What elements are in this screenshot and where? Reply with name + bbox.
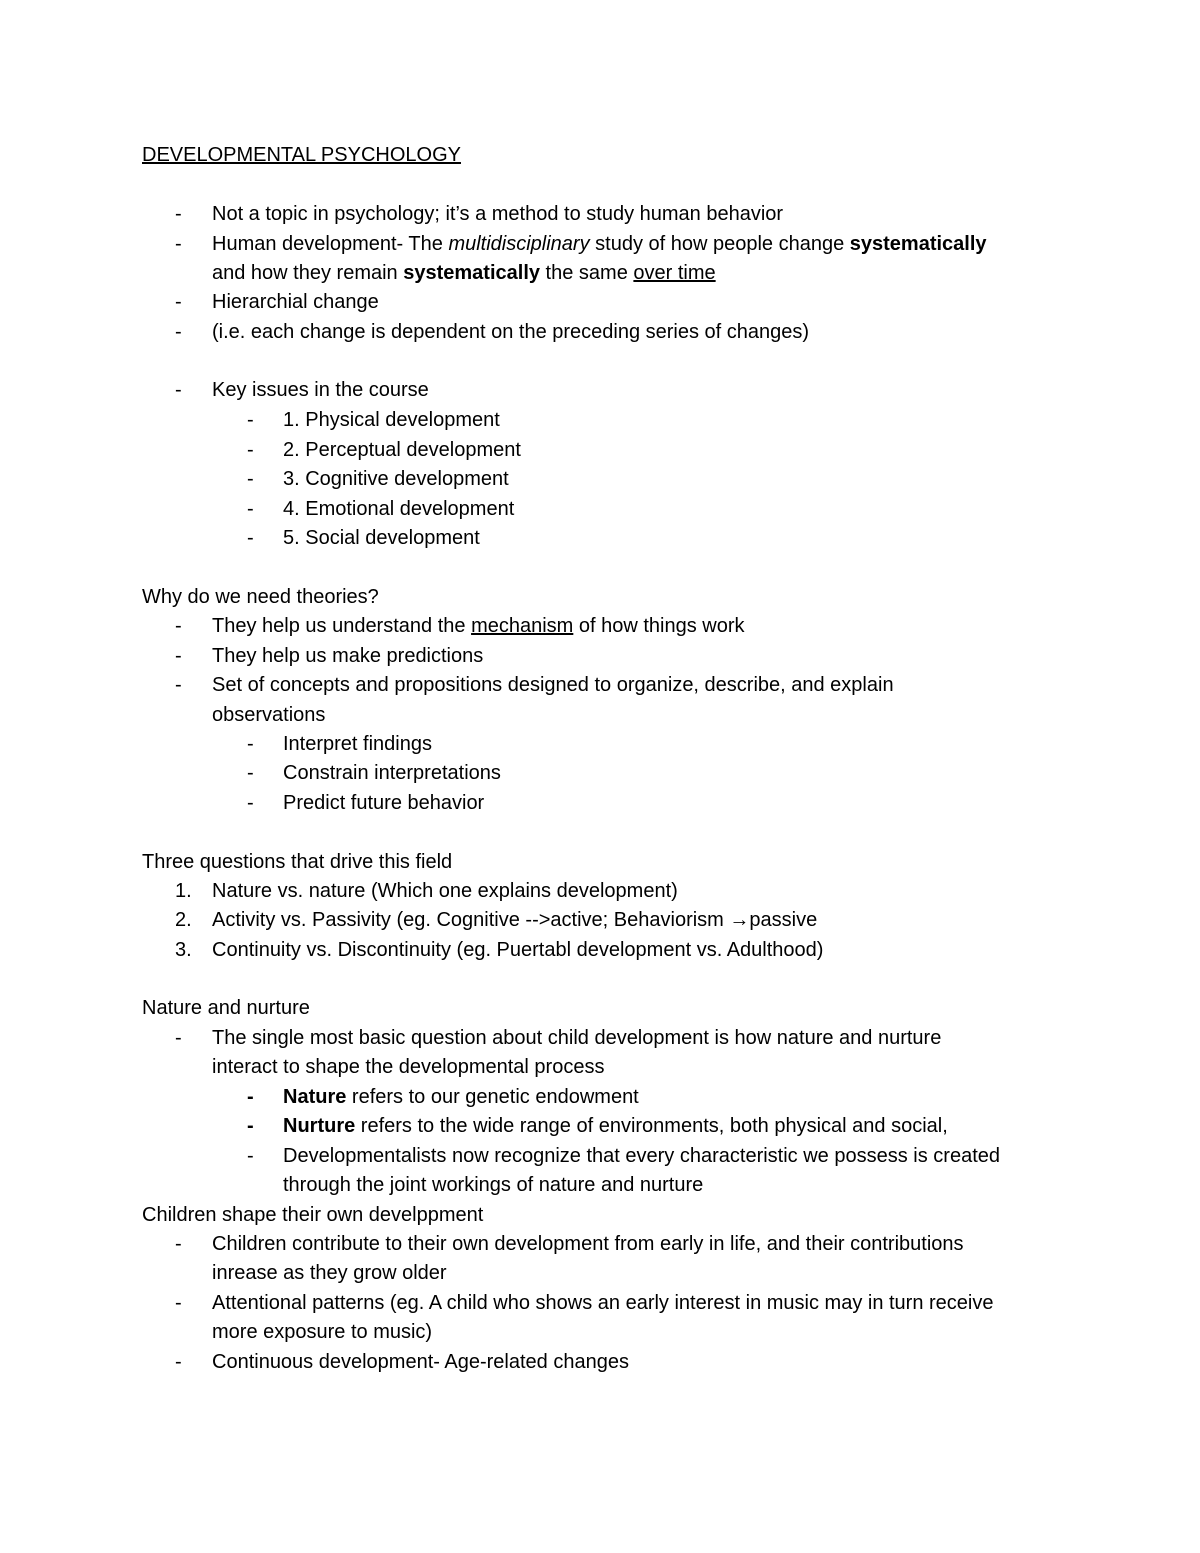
bullet-dash: - xyxy=(175,291,182,313)
sub-bullet-dash: - xyxy=(247,1115,254,1137)
sub-bullet-dash: - xyxy=(247,733,254,755)
children-bullet-3: Continuous development- Age-related changes xyxy=(212,1351,629,1373)
bullet-dash: - xyxy=(175,379,182,401)
list-number: 2. xyxy=(175,909,192,931)
bullet-dash: - xyxy=(175,674,182,696)
nature-nurture-bullet-1-continued: interact to shape the developmental process xyxy=(212,1056,605,1078)
nurture-definition: Nurture refers to the wide range of environments, both physical and social, xyxy=(283,1115,948,1137)
theories-bullet-2: They help us make predictions xyxy=(212,645,484,667)
key-issue-item: 3. Cognitive development xyxy=(283,468,509,490)
theories-sub-item: Constrain interpretations xyxy=(283,762,501,784)
key-issue-item: 2. Perceptual development xyxy=(283,439,521,461)
intro-bullet-2-continued: and how they remain systematically the same over time xyxy=(212,262,716,284)
sub-bullet-dash: - xyxy=(247,468,254,490)
developmentalists-item-continued: through the joint workings of nature and nurture xyxy=(283,1174,704,1196)
section-heading-questions: Three questions that drive this field xyxy=(142,851,453,873)
key-issue-item: 1. Physical development xyxy=(283,409,500,431)
sub-bullet-dash: - xyxy=(247,527,254,549)
sub-bullet-dash: - xyxy=(247,439,254,461)
list-number: 1. xyxy=(175,880,192,902)
bullet-dash: - xyxy=(175,1292,182,1314)
question-item: Activity vs. Passivity (eg. Cognitive -->active; Behaviorism →passive xyxy=(212,909,818,931)
bullet-dash: - xyxy=(175,1233,182,1255)
intro-bullet-4: (i.e. each change is dependent on the preceding series of changes) xyxy=(212,321,810,343)
section-heading-theories: Why do we need theories? xyxy=(142,586,379,608)
children-bullet-1-continued: inrease as they grow older xyxy=(212,1262,447,1284)
theories-bullet-1: They help us understand the mechanism of how things work xyxy=(212,615,745,637)
developmentalists-item: Developmentalists now recognize that every characteristic we possess is created xyxy=(283,1145,1000,1167)
theories-bullet-3: Set of concepts and propositions designed to organize, describe, and explain xyxy=(212,674,894,696)
bullet-dash: - xyxy=(175,615,182,637)
intro-bullet-1: Not a topic in psychology; it’s a method to study human behavior xyxy=(212,203,784,225)
question-item: Nature vs. nature (Which one explains development) xyxy=(212,880,678,902)
question-item: Continuity vs. Discontinuity (eg. Puertabl development vs. Adulthood) xyxy=(212,939,824,961)
nature-definition: Nature refers to our genetic endowment xyxy=(283,1086,639,1108)
key-issues-label: Key issues in the course xyxy=(212,379,429,401)
bullet-dash: - xyxy=(175,1351,182,1373)
bullet-dash: - xyxy=(175,321,182,343)
nature-nurture-bullet-1: The single most basic question about child development is how nature and nurture xyxy=(212,1027,942,1049)
sub-bullet-dash: - xyxy=(247,792,254,814)
sub-bullet-dash: - xyxy=(247,1086,254,1108)
bullet-dash: - xyxy=(175,645,182,667)
page-title: DEVELOPMENTAL PSYCHOLOGY xyxy=(142,144,461,166)
sub-bullet-dash: - xyxy=(247,409,254,431)
children-bullet-2-continued: more exposure to music) xyxy=(212,1321,433,1343)
children-bullet-2: Attentional patterns (eg. A child who shows an early interest in music may in turn receive xyxy=(212,1292,994,1314)
bullet-dash: - xyxy=(175,1027,182,1049)
sub-bullet-dash: - xyxy=(247,762,254,784)
bullet-dash: - xyxy=(175,233,182,255)
sub-bullet-dash: - xyxy=(247,498,254,520)
section-heading-nature-nurture: Nature and nurture xyxy=(142,997,310,1019)
intro-bullet-2: Human development- The multidisciplinary study of how people change systematically xyxy=(212,233,987,255)
theories-sub-item: Interpret findings xyxy=(283,733,432,755)
key-issue-item: 5. Social development xyxy=(283,527,480,549)
section-heading-children: Children shape their own develppment xyxy=(142,1204,484,1226)
theories-sub-item: Predict future behavior xyxy=(283,792,485,814)
children-bullet-1: Children contribute to their own development from early in life, and their contributions xyxy=(212,1233,964,1255)
sub-bullet-dash: - xyxy=(247,1145,254,1167)
list-number: 3. xyxy=(175,939,192,961)
key-issue-item: 4. Emotional development xyxy=(283,498,515,520)
bullet-dash: - xyxy=(175,203,182,225)
intro-bullet-3: Hierarchial change xyxy=(212,291,379,313)
theories-bullet-3-continued: observations xyxy=(212,704,326,726)
